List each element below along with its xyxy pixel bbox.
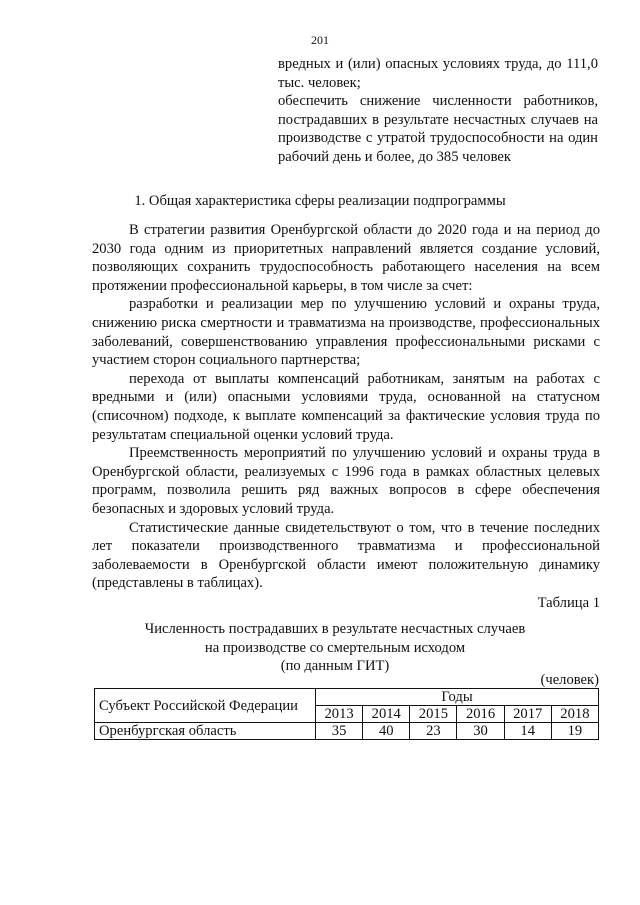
paragraph: В стратегии развития Оренбургской области до 2020 года и на период до 2030 года одним из приоритетных направлений является создание условий, позволяющих сохранить трудоспособность работающего населения на всем протяжении профессиональной карьеры, в том числе за счет: — [92, 222, 600, 294]
year-cell: 2014 — [363, 706, 410, 723]
value-cell: 40 — [363, 723, 410, 740]
paragraph: Преемственность мероприятий по улучшению условий и охраны труда в Оренбургской области, реализуемых с 1996 года в рамках областных целевых программ, позволила решить ряд важных вопросов в сфере обеспечения безопасных и здоровых условий труда. — [92, 445, 600, 517]
page-number: 201 — [311, 33, 329, 47]
value-cell: 30 — [457, 723, 504, 740]
value-cell: 35 — [316, 723, 363, 740]
year-cell: 2015 — [410, 706, 457, 723]
unit-label: (человек) — [540, 672, 599, 688]
year-cell: 2018 — [551, 706, 598, 723]
table-header-row — [95, 689, 599, 706]
table-title-line: Численность пострадавших в результате несчастных случаев — [144, 621, 526, 637]
value-cell: 23 — [410, 723, 457, 740]
table-title — [120, 620, 550, 676]
goal-item: обеспечить снижение численности работников, пострадавших в результате несчастных случаев на производстве с утратой трудоспособности на один рабочий день и более, до 385 человек — [278, 93, 598, 165]
section-heading: 1. Общая характеристика сферы реализации подпрограммы — [134, 193, 506, 209]
casualties-table — [94, 688, 599, 740]
paragraph: разработки и реализации мер по улучшению условий и охраны труда, снижению риска смертности и травматизма на производстве, профессиональных заболеваний, совершенствованию управления профессиональными рисками с участием сторон социального партнерства; — [92, 296, 600, 369]
header-subject: Субъект Российской Федерации — [95, 689, 316, 723]
table-label: Таблица 1 — [537, 595, 600, 611]
paragraph: Статистические данные свидетельствуют о том, что в течение последних лет показатели производственного травматизма и профессиональной заболеваемости в Оренбургской области имеют положительную динамику (представлены в таблицах). — [92, 519, 600, 592]
value-cell: 19 — [551, 723, 598, 740]
table-title-line: (по данным ГИТ) — [280, 658, 390, 675]
year-cell: 2016 — [457, 706, 504, 723]
section-body — [92, 221, 600, 593]
table-row — [95, 723, 599, 740]
row-subject: Оренбургская область — [95, 723, 316, 740]
table-title-line: на производстве со смертельным исходом — [204, 639, 466, 656]
header-years: Годы — [316, 689, 599, 706]
value-cell: 14 — [504, 723, 551, 740]
goal-item: вредных и (или) опасных условиях труда, до 111,0 тыс. человек; — [278, 56, 598, 91]
year-cell: 2013 — [316, 706, 363, 723]
paragraph: перехода от выплаты компенсаций работникам, занятым на работах с вредными и (или) опасными условиями труда, основанной на статусном (списочном) подходе, к выплате компенсаций за фактические условия труда по результатам специальной оценки условий труда. — [92, 370, 600, 443]
year-cell: 2017 — [504, 706, 551, 723]
goals-list — [278, 55, 598, 167]
